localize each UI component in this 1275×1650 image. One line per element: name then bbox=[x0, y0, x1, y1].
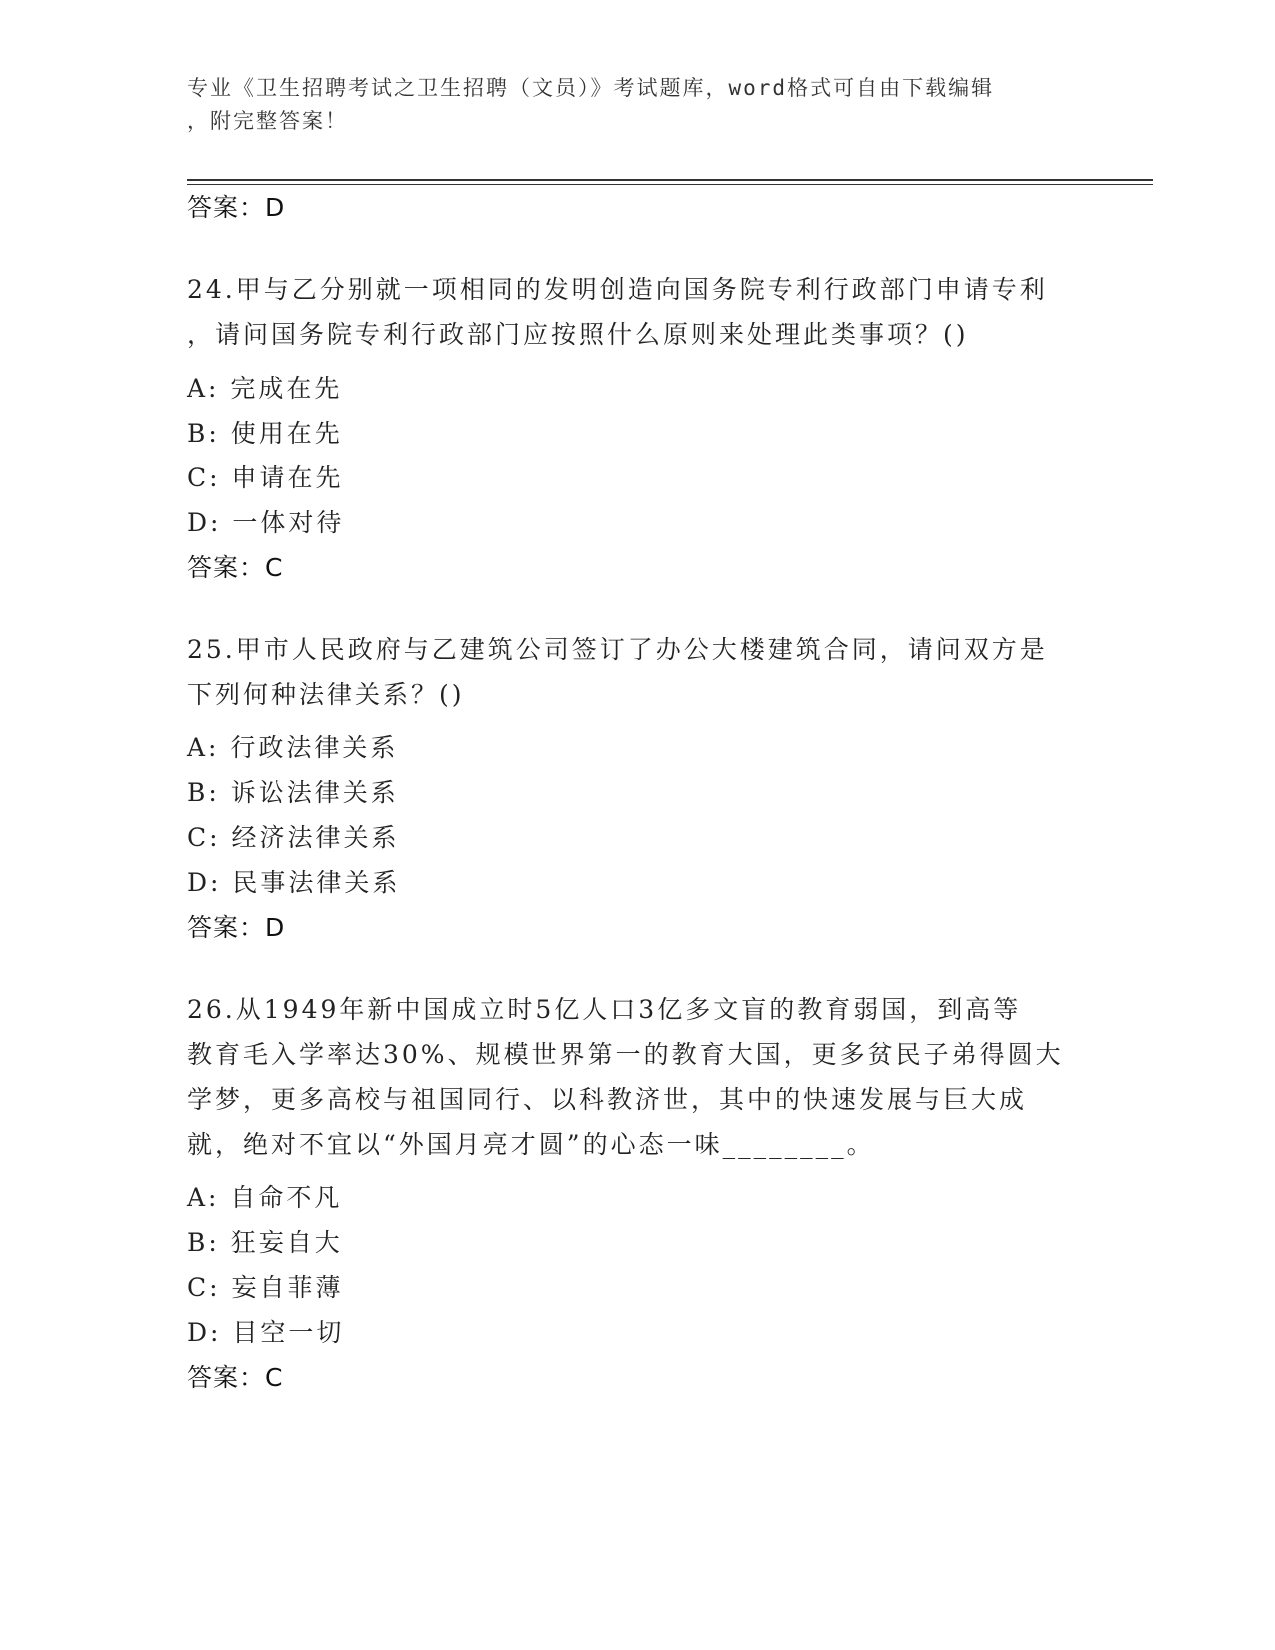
answer-q26: 答案：C bbox=[187, 1363, 284, 1392]
answer-q24: 答案：C bbox=[187, 553, 284, 582]
question-26-line-1: 26.从1949年新中国成立时5亿人口3亿多文盲的教育弱国，到高等 bbox=[187, 995, 1022, 1024]
question-26-line-4: 就，绝对不宜以“外国月亮才圆”的心态一味________。 bbox=[187, 1130, 875, 1159]
answer-q23: 答案：D bbox=[187, 193, 286, 222]
question-25-line-2: 下列何种法律关系？() bbox=[187, 680, 465, 709]
question-24-option-d: D: 一体对待 bbox=[187, 508, 345, 537]
question-24-option-c: C: 申请在先 bbox=[187, 463, 344, 492]
question-26-option-b: B: 狂妄自大 bbox=[187, 1228, 343, 1257]
question-24-option-a: A: 完成在先 bbox=[187, 374, 343, 403]
question-24-text bbox=[187, 267, 1087, 357]
question-26-option-a: A: 自命不凡 bbox=[187, 1183, 343, 1212]
question-25-line-1: 25.甲市人民政府与乙建筑公司签订了办公大楼建筑合同，请问双方是 bbox=[187, 635, 1048, 664]
question-26-option-c: C: 妄自菲薄 bbox=[187, 1273, 344, 1302]
header-line-1: 专业《卫生招聘考试之卫生招聘（文员）》考试题库，word格式可自由下载编辑 bbox=[187, 76, 995, 100]
question-26-text bbox=[187, 987, 1087, 1167]
question-25-option-b: B: 诉讼法律关系 bbox=[187, 778, 399, 807]
header-rule-thick bbox=[187, 179, 1153, 181]
answer-q25: 答案：D bbox=[187, 913, 286, 942]
header-line-2: ，附完整答案！ bbox=[187, 109, 348, 133]
question-25-text bbox=[187, 627, 1087, 717]
question-26-line-2: 教育毛入学率达30%、规模世界第一的教育大国，更多贫民子弟得圆大 bbox=[187, 1040, 1064, 1069]
question-24-line-2: ，请问国务院专利行政部门应按照什么原则来处理此类事项？() bbox=[187, 320, 969, 349]
header-rule-thin bbox=[187, 184, 1153, 185]
question-26-line-3: 学梦，更多高校与祖国同行、以科教济世，其中的快速发展与巨大成 bbox=[187, 1085, 1028, 1114]
question-25-option-a: A: 行政法律关系 bbox=[187, 733, 399, 762]
question-24-option-b: B: 使用在先 bbox=[187, 419, 343, 448]
document-header bbox=[187, 72, 1077, 138]
question-26-option-d: D: 目空一切 bbox=[187, 1318, 345, 1347]
question-25-option-c: C: 经济法律关系 bbox=[187, 823, 400, 852]
question-24-line-1: 24.甲与乙分别就一项相同的发明创造向国务院专利行政部门申请专利 bbox=[187, 275, 1048, 304]
question-25-option-d: D: 民事法律关系 bbox=[187, 868, 401, 897]
